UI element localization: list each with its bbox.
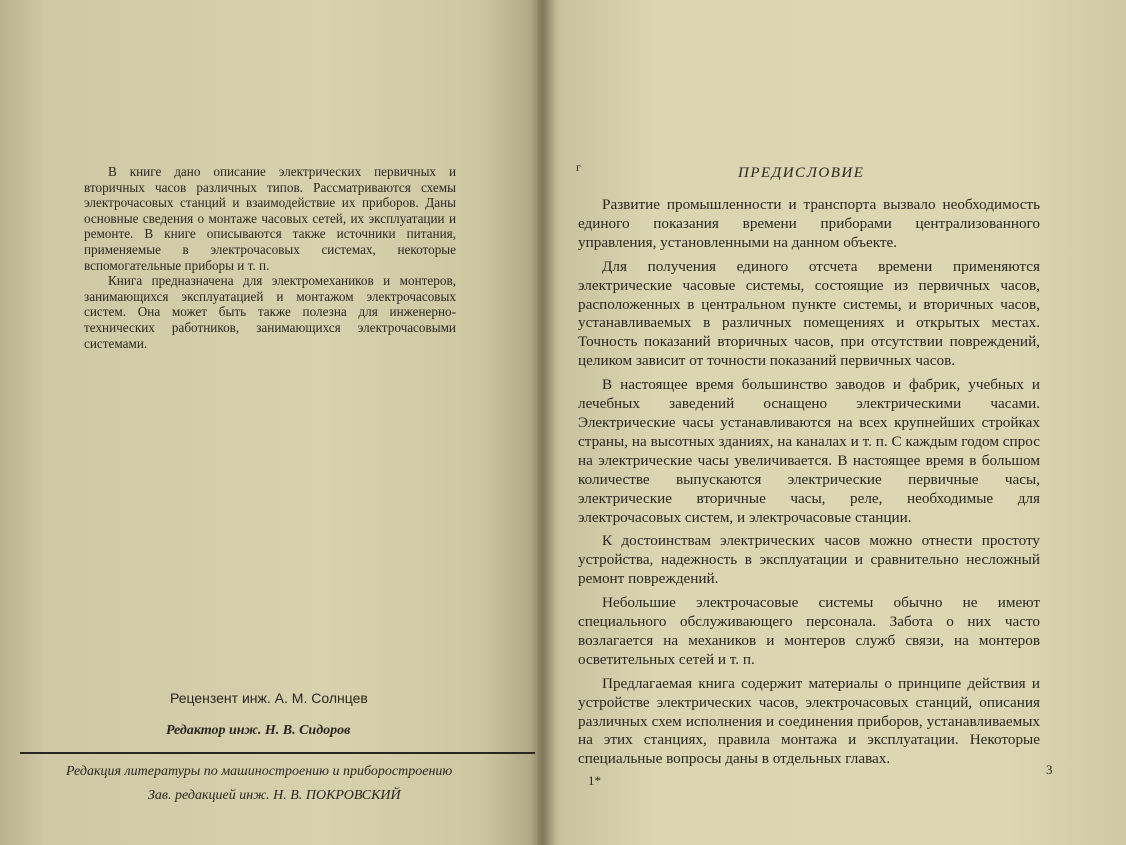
preface-heading: ПРЕДИСЛОВИЕ — [738, 165, 865, 181]
book-gutter — [530, 0, 556, 845]
printer-signature: 1* — [588, 773, 601, 788]
preface-paragraph: Для получения единого отсчета времени применяются электрические часовые системы, состоящие из первичных часов, расположенных в центральном пункте системы, и вторичных часов, устанавливаемых в различных помещениях и открытых местах. Точность показаний вторичных часов, при отсутствии повреждений, целиком зависит от точности показаний первичных часов. — [578, 257, 1040, 370]
imprint-head-editor: Зав. редакцией инж. Н. В. ПОКРОВСКИЙ — [148, 788, 401, 803]
editor-line: Редактор инж. Н. В. Сидоров — [166, 723, 351, 738]
preface-paragraph: К достоинствам электрических часов можно отнести простоту устройства, надежность в эксплуатации и сравнительно несложный ремонт повреждений. — [578, 532, 1040, 588]
preface-paragraph: Небольшие электрочасовые системы обычно не имеют специального обслуживающего персонала. Забота о них часто возлагается на механиков и монтеров служб связи, на монтеров осветительных сетей и т. п. — [578, 594, 1040, 668]
imprint-divider — [20, 752, 535, 754]
annotation-paragraph: Книга предназначена для электромехаников и монтеров, занимающихся эксплуатацией и монтажом электрочасовых систем. Она может быть также полезна для инженерно-технических работников, занимающихся электрочасовыми системами. — [84, 273, 456, 351]
reviewer-line: Рецензент инж. А. М. Солнцев — [170, 690, 368, 706]
preface-body — [578, 196, 1040, 774]
corner-mark: г — [576, 160, 581, 174]
preface-paragraph: Развитие промышленности и транспорта вызвало необходимость единого показания времени приборами централизованного управления, установленными на данном объекте. — [578, 196, 1040, 251]
imprint-editorial-office: Редакция литературы по машиностроению и приборостроению — [66, 764, 453, 779]
annotation-block — [84, 164, 456, 351]
annotation-paragraph: В книге дано описание электрических первичных и вторичных часов различных типов. Рассматриваются схемы электрочасовых станций и взаимодействие их приборов. Даны основные сведения о монтаже часовых сетей, их эксплуатации и ремонте. В книге описываются также источники питания, применяемые в электрочасовых системах, некоторые вспомогательные приборы и т. п. — [84, 164, 456, 273]
page-number: 3 — [1046, 762, 1053, 777]
preface-paragraph: В настоящее время большинство заводов и фабрик, учебных и лечебных заведений оснащено электрическими часами. Электрические часы устанавливаются на всех крупнейших стройках страны, на высотных зданиях, на каналах и т. п. С каждым годом спрос на электрические часы увеличивается. В настоящее время в большом количестве выпускаются электрические первичные часы, электрические вторичные часы, реле, необходимые для электрочасовых систем, и электрочасовые станции. — [578, 376, 1040, 526]
preface-paragraph: Предлагаемая книга содержит материалы о принципе действия и устройстве электрических часов, электрочасовых станций, описания различных схем исполнения и соединения приборов, устанавливаемых на этих станциях, правила монтажа и эксплуатации. Некоторые специальные вопросы даны в отдельных главах. — [578, 674, 1040, 768]
left-page — [0, 0, 548, 845]
